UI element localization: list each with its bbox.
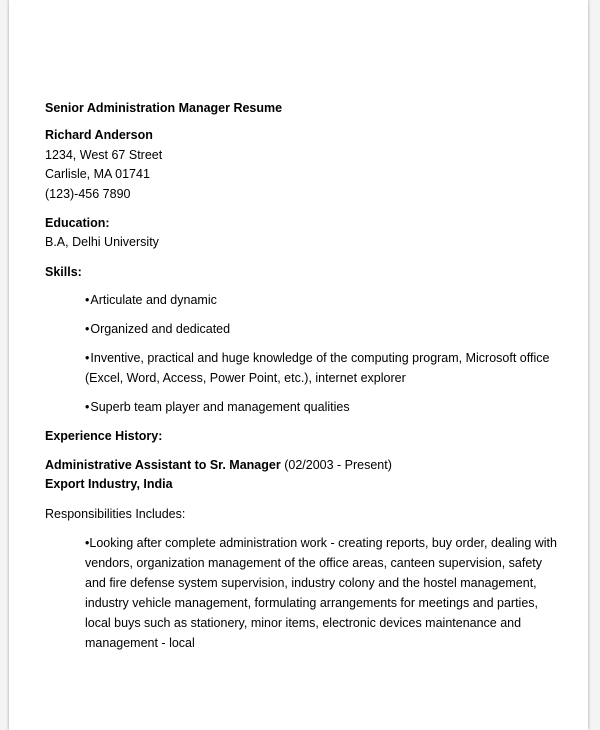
list-item [85,348,575,388]
bullet-glyph: • [85,399,90,414]
resume-content [45,98,575,653]
job-company: Export Industry, India [45,477,173,491]
job-dates: (02/2003 - Present) [284,457,392,472]
skills-section [45,262,575,417]
responsibilities-label: Responsibilities Includes: [45,506,186,521]
bullet-glyph: • [85,321,90,336]
skill-text: Articulate and dynamic [90,292,217,307]
resume-title: Senior Administration Manager Resume [45,101,283,115]
list-item [85,397,575,417]
list-item [85,319,575,339]
contact-address-line1: 1234, West 67 Street [45,147,163,162]
bullet-glyph: • [85,292,90,307]
education-heading: Education: [45,216,110,230]
skill-text: Superb team player and management qualities [90,399,350,414]
document-page [9,0,588,730]
list-item [85,290,575,310]
bullet-glyph: • [85,350,90,365]
contact-phone: (123)-456 7890 [45,186,131,201]
contact-address-line2: Carlisle, MA 01741 [45,167,150,181]
experience-heading: Experience History: [45,428,163,443]
education-section [45,213,575,253]
contact-name: Richard Anderson [45,128,153,142]
skills-heading: Skills: [45,264,82,279]
job-position: Administrative Assistant to Sr. Manager [45,457,281,472]
job-entry [45,456,575,654]
responsibility-text: Looking after complete administration work - creating reports, buy order, dealing with vendors, organization management of the office areas, canteen supervision, safety and fire defense system supervision, industry colony and the hostel management, industry vehicle management, formulating arrangements for meetings and parties, local buys such as stationery, minor items, electronic devices maintenance and management - local [85,536,557,650]
skill-text: Organized and dedicated [90,321,231,336]
bullet-glyph: • [85,536,90,550]
list-item [85,533,565,653]
experience-section [45,426,575,654]
skill-text: Inventive, practical and huge knowledge of the computing program, Microsoft office (Excel, Word, Access, Power Point, etc.), internet explorer [85,350,550,385]
responsibilities-list [45,533,575,653]
skills-list [45,290,575,417]
contact-block [45,126,575,204]
education-entry: B.A, Delhi University [45,235,159,249]
